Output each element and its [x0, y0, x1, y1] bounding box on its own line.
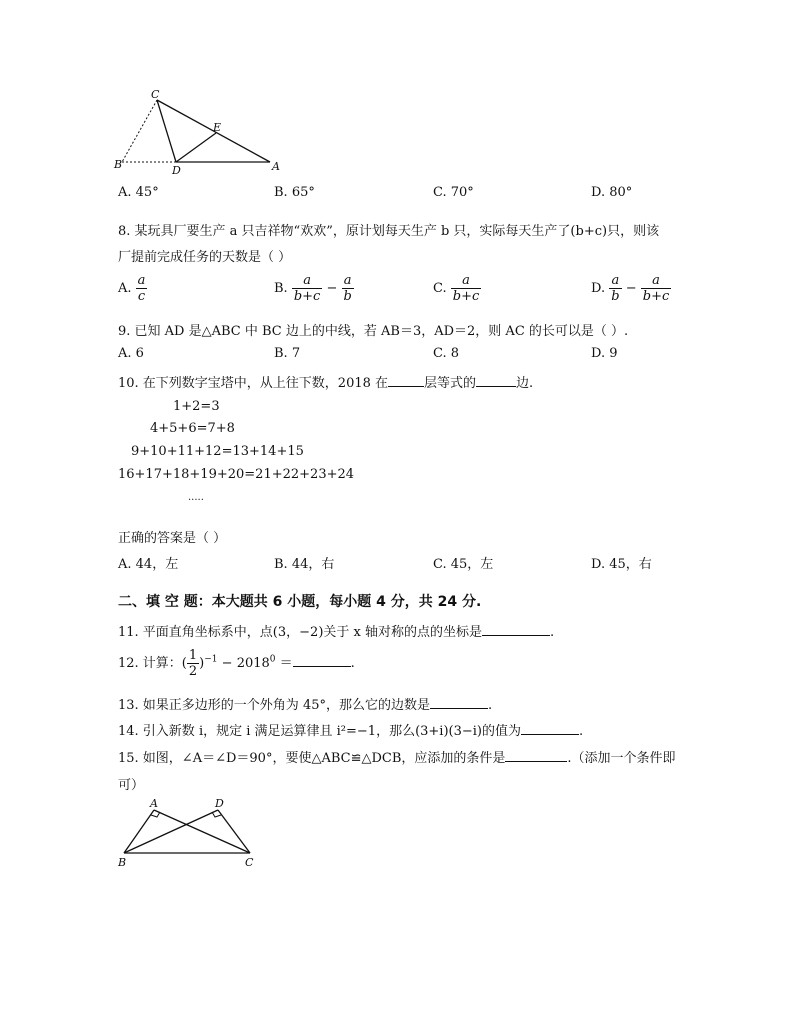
q8-a-den: c — [137, 289, 146, 304]
q12-answer-blank[interactable] — [293, 654, 351, 667]
q10-stem — [118, 372, 533, 391]
q15-text-end: .（添加一个条件即 — [567, 751, 676, 766]
q7-option-c: C. 70° — [433, 185, 474, 200]
q8-stem-line1: 8. 某玩具厂要生产 a 只吉祥物“欢欢”，原计划每天生产 b 只，实际每天生产了(b+c)只，则该 — [118, 224, 660, 239]
q10-option-c: C. 45，左 — [433, 557, 494, 572]
label-d: D — [172, 164, 181, 177]
triangle-figure-q7 — [110, 88, 290, 180]
q12-end: . — [350, 656, 355, 671]
q14-stem — [118, 720, 583, 739]
q8-option-d-letter: D. — [591, 281, 606, 296]
q8-d-num2: a — [641, 273, 672, 289]
q11-stem — [118, 621, 554, 640]
q7-option-b: B. 65° — [274, 185, 315, 200]
q10-option-a: A. 44，左 — [118, 557, 179, 572]
pyramid-row-2: 4+5+6=7+8 — [150, 421, 235, 436]
q12-eq: ＝ — [275, 656, 293, 671]
q10-option-b: B. 44，右 — [274, 557, 335, 572]
q12-den: 2 — [188, 664, 198, 679]
q8-stem-line2: 厂提前完成任务的天数是（ ） — [118, 250, 292, 265]
q8-b-den2: b — [343, 289, 352, 304]
q13-answer-blank[interactable] — [430, 696, 488, 709]
q12-exp2: 0 — [269, 654, 276, 665]
q11-text: 11. 平面直角坐标系中，点(3，−2)关于 x 轴对称的点的坐标是 — [118, 625, 482, 640]
q15-stem-line2: 可） — [118, 778, 145, 793]
q9-stem: 9. 已知 AD 是△ABC 中 BC 边上的中线，若 AB＝3，AD＝2，则 AC 的长可以是（ ）. — [118, 324, 629, 339]
q12-prefix: 12. 计算：( — [118, 656, 187, 671]
q11-answer-blank[interactable] — [482, 623, 550, 636]
q12-mid: − 2018 — [217, 656, 270, 671]
q7-option-a: A. 45° — [118, 185, 159, 200]
label-b: B — [114, 158, 123, 171]
label-d: D — [215, 797, 224, 810]
q9-option-c: C. 8 — [433, 346, 460, 361]
pyramid-row-1: 1+2=3 — [173, 399, 220, 414]
q8-a-num: a — [137, 273, 146, 288]
q8-option-c-letter: C. — [433, 281, 447, 296]
q8-b-minus: − — [326, 281, 338, 296]
q14-end: . — [579, 724, 584, 739]
q8-option-b — [274, 273, 354, 304]
q10-text-a: 10. 在下列数字宝塔中，从上往下数，2018 在 — [118, 376, 389, 391]
q8-option-a — [118, 273, 147, 304]
q11-end: . — [549, 625, 555, 640]
q8-b-den1: b+c — [293, 289, 321, 304]
q15-stem-line1 — [118, 747, 676, 766]
q8-b-num2: a — [342, 273, 354, 289]
q12-num: 1 — [188, 648, 198, 663]
q7-option-d: D. 80° — [591, 185, 633, 200]
q15-text: 15. 如图，∠A＝∠D＝90°，要使△ABC≌△DCB，应添加的条件是 — [118, 751, 506, 766]
q13-text: 13. 如果正多边形的一个外角为 45°，那么它的边数是 — [118, 698, 430, 713]
q9-option-b: B. 7 — [274, 346, 301, 361]
segment-bd — [124, 810, 218, 853]
label-e: E — [213, 121, 222, 134]
q10-text-c: 边. — [516, 376, 534, 391]
q10-option-d: D. 45，右 — [591, 557, 652, 572]
pyramid-row-4: 16+17+18+19+20=21+22+23+24 — [118, 467, 355, 482]
segment-de — [176, 133, 216, 162]
segment-ac — [154, 810, 250, 853]
label-a: A — [150, 797, 158, 810]
q8-d-den1: b — [611, 289, 620, 304]
q12-exp1: −1 — [204, 654, 218, 665]
q15-answer-blank[interactable] — [505, 749, 567, 762]
q14-answer-blank[interactable] — [521, 722, 579, 735]
q8-option-a-letter: A. — [118, 281, 132, 296]
q10-prompt: 正确的答案是（ ） — [118, 531, 227, 546]
q10-text-b: 层等式的 — [424, 376, 477, 391]
q13-end: . — [487, 698, 493, 713]
dotted-cb-line — [122, 100, 157, 162]
q8-c-den: b+c — [452, 289, 480, 304]
q9-option-a: A. 6 — [118, 346, 144, 361]
label-a: A — [272, 160, 280, 173]
pyramid-ellipsis: ..... — [188, 492, 204, 503]
segment-dc — [218, 810, 250, 853]
q13-stem — [118, 694, 492, 713]
q8-d-den2: b+c — [642, 289, 670, 304]
q10-blank-1[interactable] — [388, 374, 424, 387]
label-b: B — [118, 856, 127, 869]
q12-stem — [118, 648, 355, 679]
section-2-heading: 二、填 空 题：本大题共 6 小题，每小题 4 分，共 24 分. — [118, 594, 482, 610]
q14-text: 14. 引入新数 i，规定 i 满足运算律且 i²=−1，那么(3+i)(3−i)的值为 — [118, 724, 522, 739]
q12-rest: ) — [199, 656, 205, 671]
q9-option-d: D. 9 — [591, 346, 618, 361]
q8-d-num1: a — [609, 273, 621, 289]
label-c: C — [245, 856, 254, 869]
label-c: C — [151, 88, 160, 101]
q8-d-minus: − — [625, 281, 637, 296]
q8-option-b-letter: B. — [274, 281, 288, 296]
q10-blank-2[interactable] — [476, 374, 516, 387]
q8-option-c — [433, 273, 481, 304]
q8-b-num1: a — [292, 273, 323, 289]
q8-c-num: a — [451, 273, 482, 289]
pyramid-row-3: 9+10+11+12=13+14+15 — [131, 444, 304, 459]
q8-option-d — [591, 273, 671, 304]
triangles-figure-q15 — [112, 796, 262, 870]
